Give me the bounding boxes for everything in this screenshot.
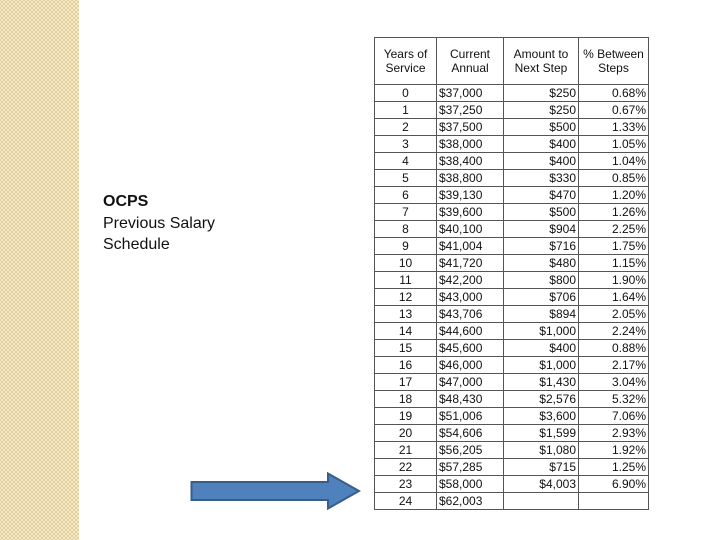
table-row xyxy=(375,391,649,408)
table-row xyxy=(375,357,649,374)
table-row xyxy=(375,272,649,289)
cell-amount-next-step: $1,430 xyxy=(504,374,579,391)
header-years-of-service: Years of Service xyxy=(375,38,437,85)
cell-percent-between: 1.26% xyxy=(579,204,649,221)
cell-years: 12 xyxy=(375,289,437,306)
cell-current-annual: $56,205 xyxy=(437,442,504,459)
table-row xyxy=(375,374,649,391)
cell-current-annual: $47,000 xyxy=(437,374,504,391)
cell-current-annual: $37,500 xyxy=(437,119,504,136)
cell-amount-next-step: $715 xyxy=(504,459,579,476)
cell-years: 2 xyxy=(375,119,437,136)
cell-years: 13 xyxy=(375,306,437,323)
table-row xyxy=(375,136,649,153)
cell-years: 6 xyxy=(375,187,437,204)
cell-amount-next-step: $800 xyxy=(504,272,579,289)
table-row xyxy=(375,153,649,170)
cell-percent-between: 2.25% xyxy=(579,221,649,238)
cell-amount-next-step xyxy=(504,493,579,510)
decorative-side-strip xyxy=(0,0,79,540)
caption-title: OCPS xyxy=(103,193,149,210)
table-row xyxy=(375,425,649,442)
cell-years: 7 xyxy=(375,204,437,221)
cell-years: 0 xyxy=(375,85,437,102)
cell-percent-between: 2.05% xyxy=(579,306,649,323)
cell-years: 16 xyxy=(375,357,437,374)
cell-current-annual: $43,706 xyxy=(437,306,504,323)
cell-years: 11 xyxy=(375,272,437,289)
table-row xyxy=(375,204,649,221)
cell-percent-between: 0.85% xyxy=(579,170,649,187)
header-percent-between-steps: % Between Steps xyxy=(579,38,649,85)
cell-years: 10 xyxy=(375,255,437,272)
cell-percent-between: 1.20% xyxy=(579,187,649,204)
cell-years: 9 xyxy=(375,238,437,255)
cell-percent-between: 1.33% xyxy=(579,119,649,136)
cell-amount-next-step: $250 xyxy=(504,102,579,119)
cell-amount-next-step: $1,000 xyxy=(504,357,579,374)
cell-years: 8 xyxy=(375,221,437,238)
slide-caption xyxy=(103,191,303,256)
right-arrow-icon xyxy=(190,472,362,510)
cell-amount-next-step: $400 xyxy=(504,136,579,153)
table-row xyxy=(375,238,649,255)
table-row xyxy=(375,408,649,425)
cell-percent-between: 1.64% xyxy=(579,289,649,306)
table-row xyxy=(375,85,649,102)
cell-current-annual: $38,000 xyxy=(437,136,504,153)
cell-years: 18 xyxy=(375,391,437,408)
cell-amount-next-step: $706 xyxy=(504,289,579,306)
cell-percent-between: 1.25% xyxy=(579,459,649,476)
cell-percent-between: 1.92% xyxy=(579,442,649,459)
cell-years: 15 xyxy=(375,340,437,357)
cell-percent-between: 1.90% xyxy=(579,272,649,289)
cell-amount-next-step: $894 xyxy=(504,306,579,323)
cell-years: 24 xyxy=(375,493,437,510)
cell-percent-between: 0.68% xyxy=(579,85,649,102)
table-row xyxy=(375,476,649,493)
cell-current-annual: $51,006 xyxy=(437,408,504,425)
cell-years: 22 xyxy=(375,459,437,476)
cell-amount-next-step: $250 xyxy=(504,85,579,102)
table-body xyxy=(375,85,649,510)
cell-amount-next-step: $2,576 xyxy=(504,391,579,408)
cell-amount-next-step: $500 xyxy=(504,204,579,221)
cell-current-annual: $54,606 xyxy=(437,425,504,442)
cell-amount-next-step: $1,599 xyxy=(504,425,579,442)
cell-years: 19 xyxy=(375,408,437,425)
cell-amount-next-step: $1,080 xyxy=(504,442,579,459)
table-header-row xyxy=(375,38,649,85)
cell-current-annual: $57,285 xyxy=(437,459,504,476)
cell-current-annual: $41,004 xyxy=(437,238,504,255)
cell-percent-between: 1.05% xyxy=(579,136,649,153)
table-row xyxy=(375,442,649,459)
cell-current-annual: $37,250 xyxy=(437,102,504,119)
cell-current-annual: $62,003 xyxy=(437,493,504,510)
cell-amount-next-step: $716 xyxy=(504,238,579,255)
cell-percent-between: 1.75% xyxy=(579,238,649,255)
header-amount-to-next-step: Amount to Next Step xyxy=(504,38,579,85)
cell-percent-between: 2.24% xyxy=(579,323,649,340)
table-row xyxy=(375,289,649,306)
cell-years: 5 xyxy=(375,170,437,187)
cell-percent-between: 3.04% xyxy=(579,374,649,391)
header-current-annual: Current Annual xyxy=(437,38,504,85)
cell-amount-next-step: $500 xyxy=(504,119,579,136)
table-row xyxy=(375,459,649,476)
cell-percent-between: 5.32% xyxy=(579,391,649,408)
table-row xyxy=(375,340,649,357)
cell-current-annual: $41,720 xyxy=(437,255,504,272)
cell-current-annual: $43,000 xyxy=(437,289,504,306)
cell-percent-between: 7.06% xyxy=(579,408,649,425)
cell-current-annual: $48,430 xyxy=(437,391,504,408)
cell-years: 21 xyxy=(375,442,437,459)
cell-current-annual: $38,800 xyxy=(437,170,504,187)
cell-amount-next-step: $400 xyxy=(504,340,579,357)
cell-percent-between: 1.04% xyxy=(579,153,649,170)
cell-amount-next-step: $1,000 xyxy=(504,323,579,340)
cell-years: 20 xyxy=(375,425,437,442)
cell-amount-next-step: $400 xyxy=(504,153,579,170)
cell-years: 17 xyxy=(375,374,437,391)
cell-current-annual: $39,600 xyxy=(437,204,504,221)
cell-years: 1 xyxy=(375,102,437,119)
table-row xyxy=(375,493,649,510)
table-row xyxy=(375,221,649,238)
table-row xyxy=(375,323,649,340)
cell-current-annual: $46,000 xyxy=(437,357,504,374)
caption-line-2: Previous Salary xyxy=(103,214,216,232)
cell-amount-next-step: $904 xyxy=(504,221,579,238)
cell-percent-between: 2.17% xyxy=(579,357,649,374)
cell-current-annual: $45,600 xyxy=(437,340,504,357)
caption-line-3: Schedule xyxy=(103,236,170,253)
cell-amount-next-step: $330 xyxy=(504,170,579,187)
cell-percent-between xyxy=(579,493,649,510)
table-row xyxy=(375,255,649,272)
cell-years: 3 xyxy=(375,136,437,153)
cell-years: 4 xyxy=(375,153,437,170)
cell-current-annual: $37,000 xyxy=(437,85,504,102)
cell-current-annual: $40,100 xyxy=(437,221,504,238)
cell-current-annual: $58,000 xyxy=(437,476,504,493)
cell-amount-next-step: $4,003 xyxy=(504,476,579,493)
cell-percent-between: 1.15% xyxy=(579,255,649,272)
table-row xyxy=(375,170,649,187)
cell-amount-next-step: $3,600 xyxy=(504,408,579,425)
cell-percent-between: 0.88% xyxy=(579,340,649,357)
table-row xyxy=(375,187,649,204)
cell-years: 23 xyxy=(375,476,437,493)
cell-current-annual: $39,130 xyxy=(437,187,504,204)
cell-current-annual: $42,200 xyxy=(437,272,504,289)
table-row xyxy=(375,119,649,136)
table-row xyxy=(375,306,649,323)
cell-current-annual: $38,400 xyxy=(437,153,504,170)
cell-percent-between: 6.90% xyxy=(579,476,649,493)
cell-years: 14 xyxy=(375,323,437,340)
table-row xyxy=(375,102,649,119)
cell-amount-next-step: $470 xyxy=(504,187,579,204)
cell-percent-between: 2.93% xyxy=(579,425,649,442)
cell-percent-between: 0.67% xyxy=(579,102,649,119)
cell-current-annual: $44,600 xyxy=(437,323,504,340)
salary-schedule-table xyxy=(374,37,649,510)
cell-amount-next-step: $480 xyxy=(504,255,579,272)
